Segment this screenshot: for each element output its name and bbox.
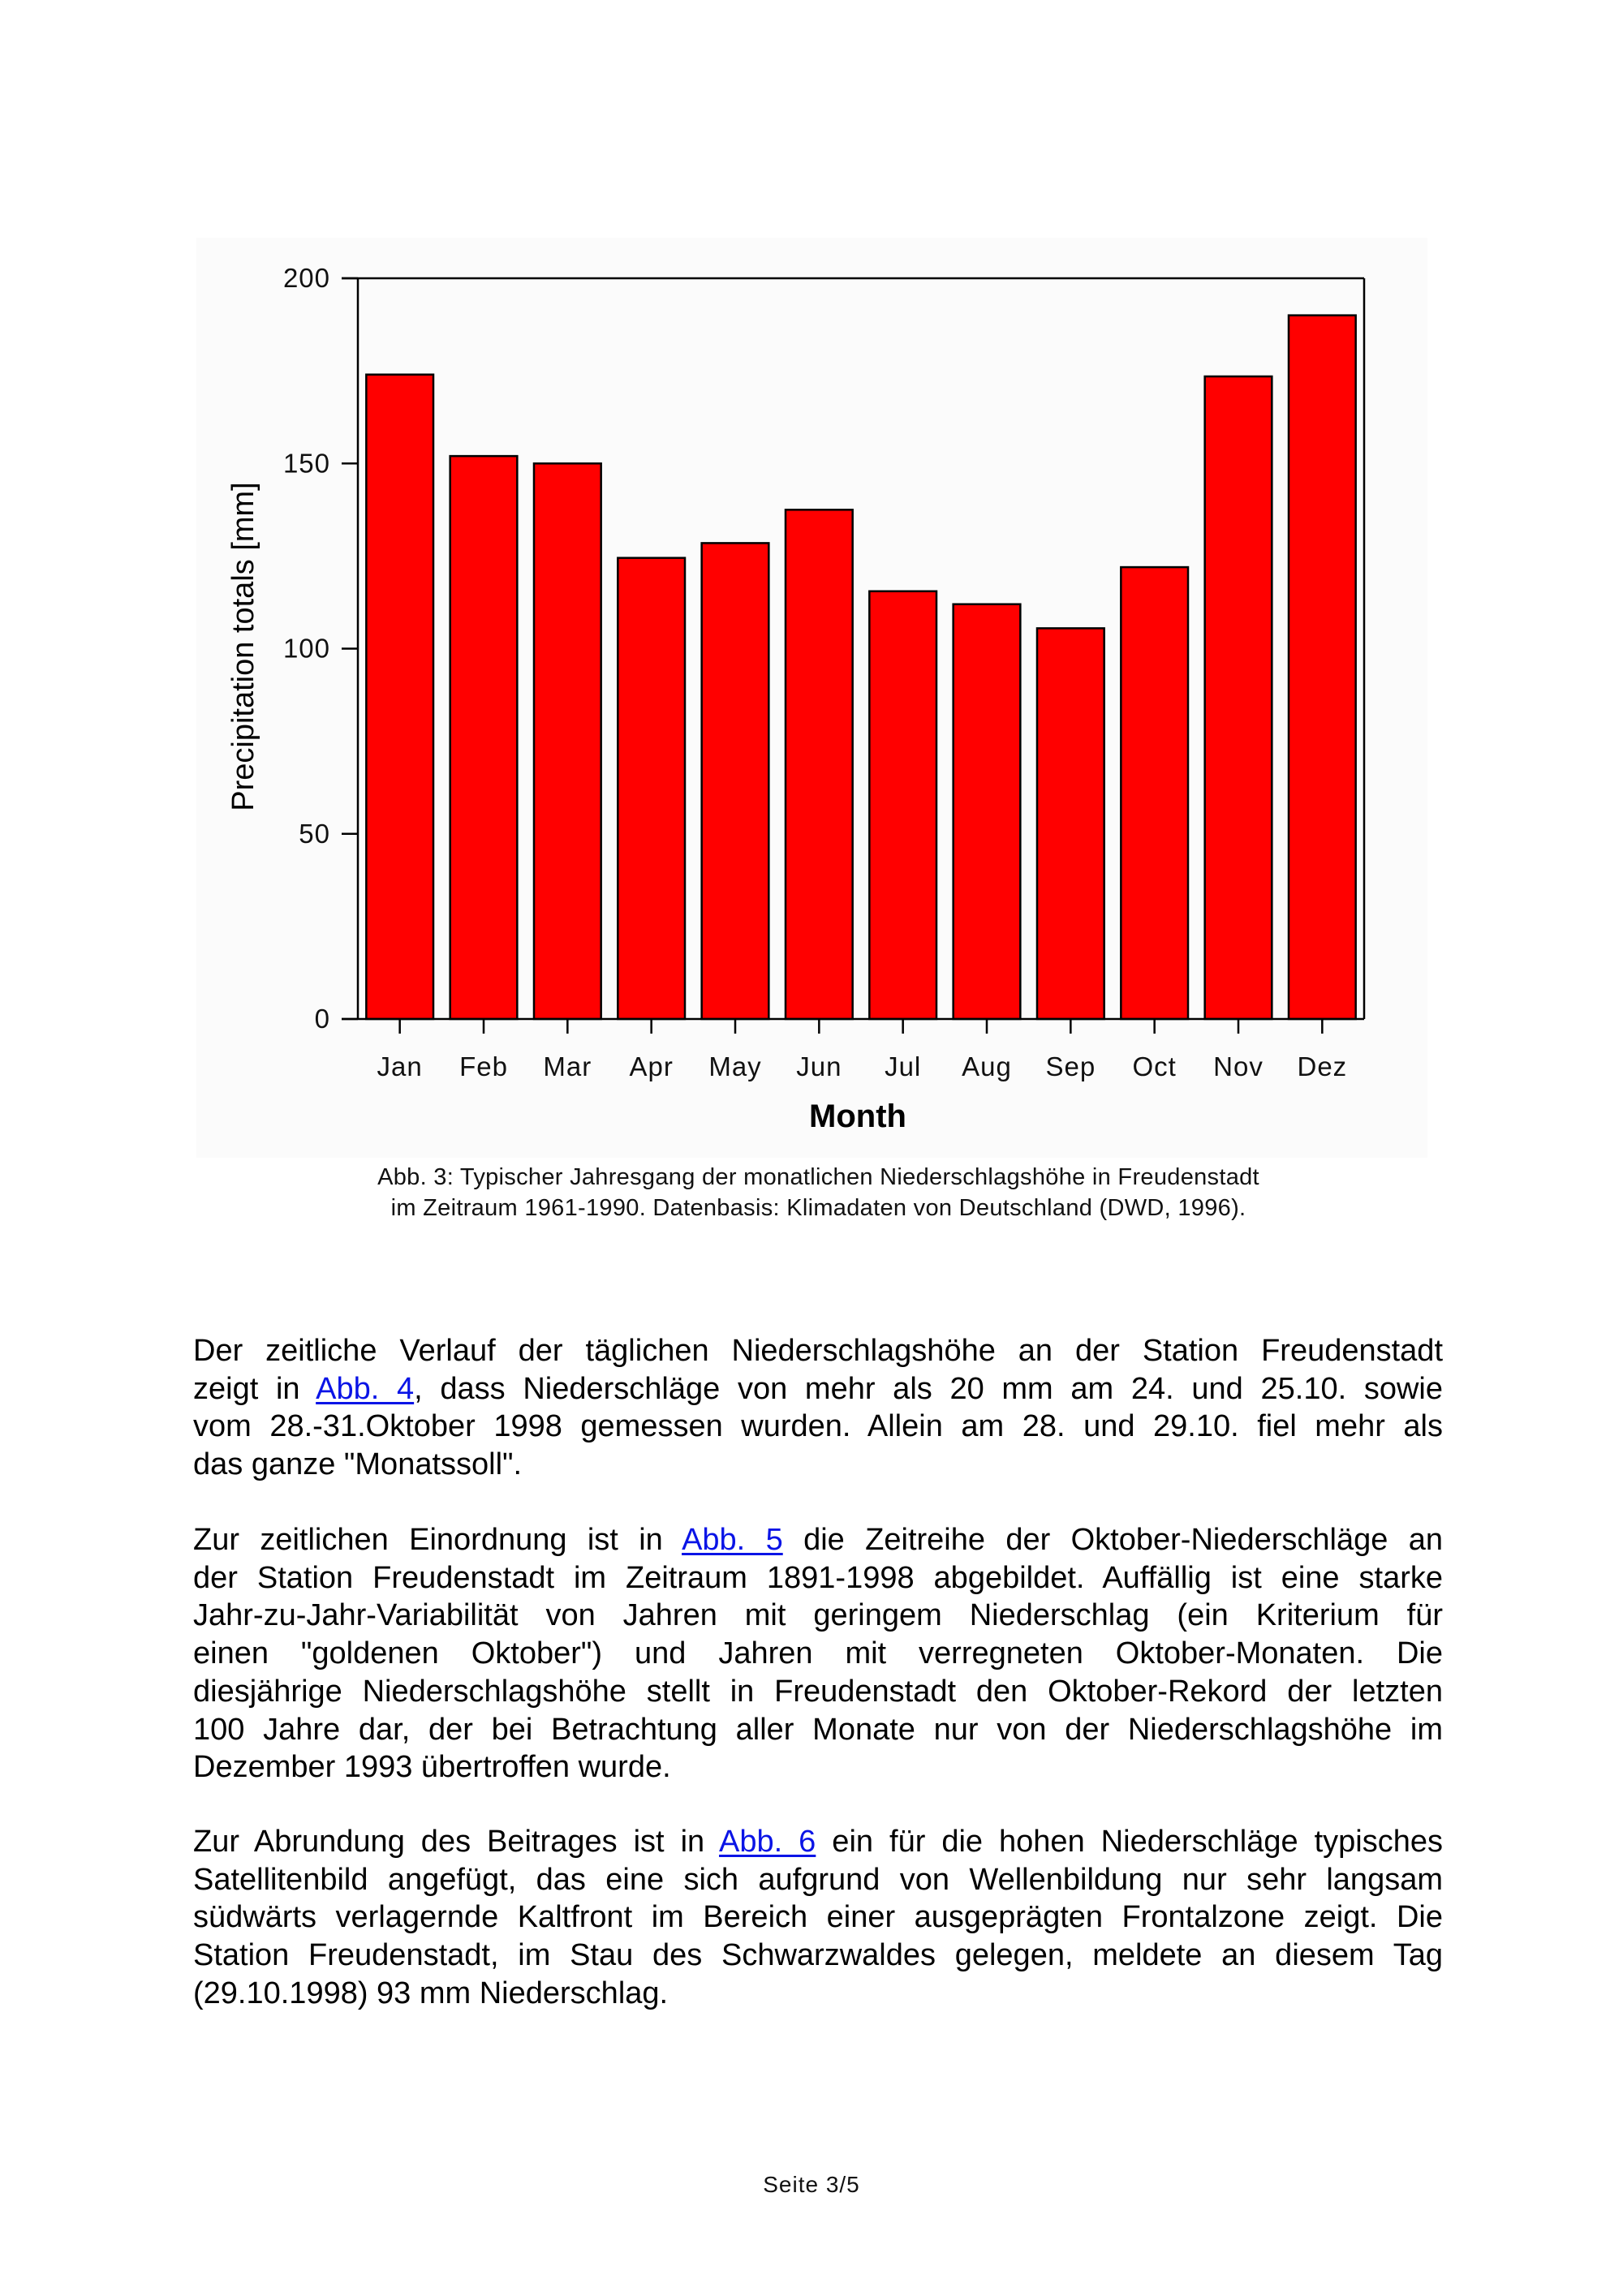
paragraph-line: [193, 1673, 1443, 1711]
text-segment: vom 28.-31.Oktober 1998 gemessen wurden. Allein am 28. und 29.10. fiel mehr als: [193, 1409, 1443, 1444]
figure-caption: [195, 1162, 1442, 1223]
x-tick-label-nov: Nov: [1213, 1051, 1264, 1081]
text-segment: südwärts verlagernde Kaltfront im Bereich einer ausgeprägten Frontalzone zeigt. Die: [193, 1900, 1443, 1935]
figure-link-abb-4[interactable]: Abb. 4: [316, 1371, 415, 1406]
y-tick-label-0: 0: [314, 1004, 330, 1034]
x-axis-title: Month: [809, 1099, 906, 1134]
text-segment: Der zeitliche Verlauf der täglichen Niederschlagshöhe an der Station Freudenstadt: [193, 1334, 1443, 1368]
paragraph-line: [193, 1748, 1443, 1786]
paragraph-line: [193, 1408, 1443, 1446]
paragraph-line: [193, 1823, 1443, 1861]
caption-line-2: im Zeitraum 1961-1990. Datenbasis: Klimadaten von Deutschland (DWD, 1996).: [390, 1195, 1246, 1221]
text-segment: Zur Abrundung des Beitrages ist in: [193, 1825, 720, 1859]
text-segment: , dass Niederschläge von mehr als 20 mm am 24. und 25.10. sowie: [414, 1371, 1443, 1406]
text-segment: diesjährige Niederschlagshöhe stellt in Freudenstadt den Oktober-Rekord der letzten: [193, 1674, 1443, 1709]
text-segment: zeigt in: [193, 1371, 316, 1406]
x-tick-label-jul: Jul: [885, 1051, 922, 1081]
paragraph-1: [193, 1332, 1443, 1484]
figure-link-abb-6[interactable]: Abb. 6: [719, 1825, 816, 1859]
text-segment: Zur zeitlichen Einordnung ist in: [193, 1523, 682, 1557]
text-segment: der Station Freudenstadt im Zeitraum 1891-1998 abgebildet. Auffällig ist eine starke: [193, 1560, 1443, 1595]
bar-oct: [1121, 567, 1188, 1019]
text-segment: 100 Jahre dar, der bei Betrachtung aller Monate nur von der Niederschlagshöhe im: [193, 1712, 1443, 1747]
paragraph-line: [193, 1559, 1443, 1597]
paragraph-line: [193, 1370, 1443, 1408]
page-number: Seite 3/5: [763, 2172, 860, 2197]
y-tick-label-100: 100: [282, 633, 330, 664]
x-tick-label-mar: Mar: [543, 1051, 592, 1081]
paragraph-line: [193, 1597, 1443, 1635]
bar-feb: [450, 456, 518, 1019]
paragraph-3: [193, 1823, 1443, 2013]
text-segment: (29.10.1998) 93 mm Niederschlag.: [193, 1976, 669, 2010]
paragraph-line: [193, 1446, 1443, 1484]
bar-mar: [534, 463, 601, 1019]
x-tick-label-dez: Dez: [1297, 1051, 1348, 1081]
y-tick-label-50: 50: [299, 818, 330, 849]
text-segment: Dezember 1993 übertroffen wurde.: [193, 1750, 671, 1785]
text-segment: Station Freudenstadt, im Stau des Schwarzwaldes gelegen, meldete an diesem Tag: [193, 1938, 1443, 1973]
bar-aug: [954, 604, 1021, 1019]
paragraph-line: [193, 1711, 1443, 1749]
text-segment: Satellitenbild angefügt, das eine sich aufgrund von Wellenbildung nur sehr langsam: [193, 1862, 1443, 1897]
paragraph-line: [193, 1521, 1443, 1559]
text-segment: Jahr-zu-Jahr-Variabilität von Jahren mit geringem Niederschlag (ein Kriterium für: [193, 1598, 1443, 1633]
figure-link-abb-5[interactable]: Abb. 5: [682, 1523, 783, 1557]
x-tick-label-feb: Feb: [459, 1051, 508, 1081]
paragraph-line: [193, 1937, 1443, 1975]
paragraph-line: [193, 1635, 1443, 1673]
paragraph-line: [193, 1861, 1443, 1899]
x-tick-label-jan: Jan: [377, 1051, 423, 1081]
x-tick-label-oct: Oct: [1132, 1051, 1177, 1081]
bar-jul: [869, 591, 936, 1019]
bar-apr: [618, 558, 685, 1019]
text-segment: die Zeitreihe der Oktober-Niederschläge an: [782, 1523, 1443, 1557]
x-tick-label-sep: Sep: [1045, 1051, 1096, 1081]
x-tick-label-may: May: [708, 1051, 762, 1081]
x-tick-label-jun: Jun: [796, 1051, 842, 1081]
text-segment: das ganze "Monatssoll".: [193, 1447, 523, 1482]
x-tick-label-apr: Apr: [629, 1051, 674, 1081]
text-segment: ein für die hohen Niederschläge typisches: [816, 1825, 1443, 1859]
bar-dez: [1289, 316, 1356, 1019]
caption-line-1: Abb. 3: Typischer Jahresgang der monatlichen Niederschlagshöhe in Freudenstadt: [377, 1164, 1259, 1190]
bar-may: [702, 543, 769, 1019]
paragraph-2: [193, 1521, 1443, 1786]
bars-layer: [366, 316, 1355, 1019]
bar-jun: [786, 510, 853, 1019]
bar-jan: [366, 375, 433, 1019]
paragraph-line: [193, 1975, 1443, 2013]
text-segment: einen "goldenen Oktober") und Jahren mit verregneten Oktober-Monaten. Die: [193, 1636, 1443, 1671]
bar-sep: [1037, 628, 1104, 1019]
paragraph-line: [193, 1898, 1443, 1937]
paragraph-line: [193, 1332, 1443, 1370]
x-tick-label-aug: Aug: [962, 1051, 1012, 1081]
bar-nov: [1205, 376, 1272, 1019]
y-tick-label-200: 200: [282, 263, 330, 293]
y-axis-title: Precipitation totals [mm]: [226, 482, 260, 811]
y-tick-label-150: 150: [282, 448, 330, 479]
